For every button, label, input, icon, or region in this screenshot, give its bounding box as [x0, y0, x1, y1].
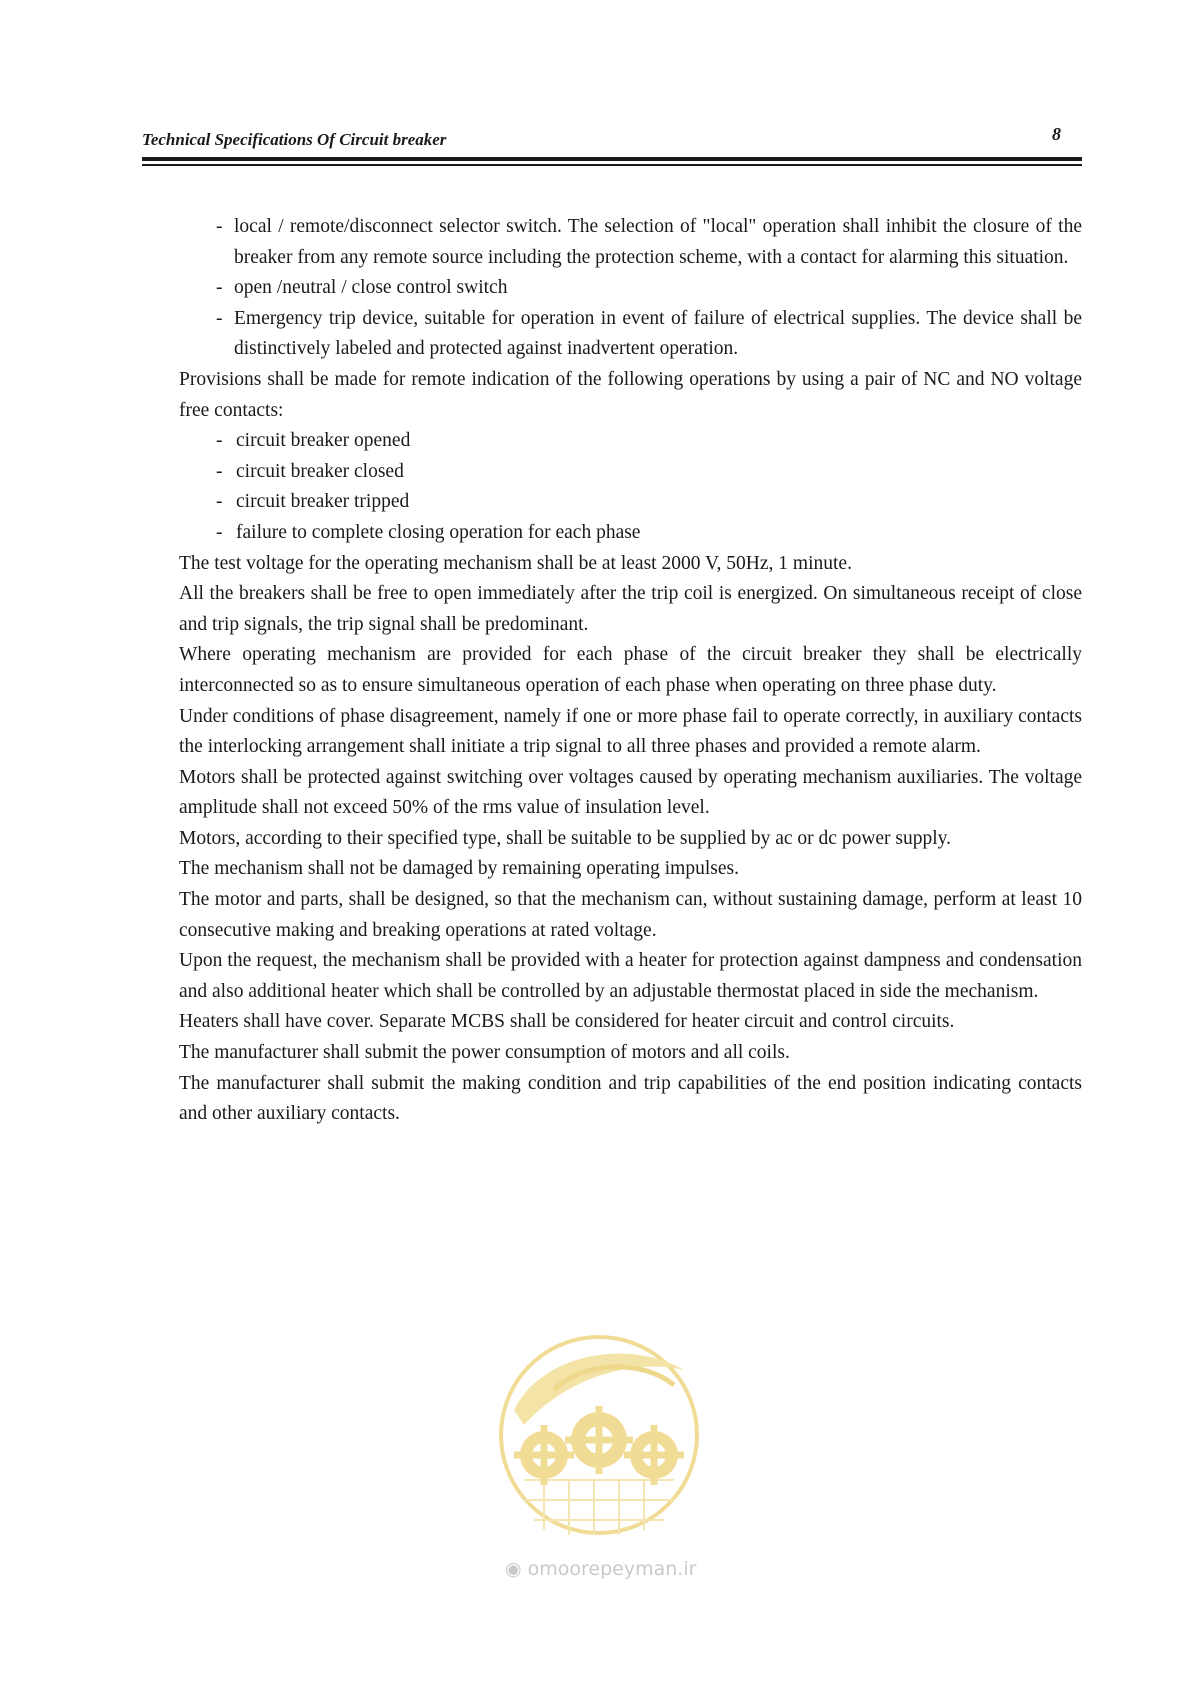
list-item: - local / remote/disconnect selector switch. The selection of "local" operation shall inhibit the closure of the breaker from any remote source including the protection scheme, with a contact for alarming this situation. — [216, 216, 1082, 268]
gear-logo-icon — [484, 1330, 714, 1570]
control-devices-list — [179, 212, 1082, 365]
paragraph: Upon the request, the mechanism shall be provided with a heater for protection against dampness and condensation and also additional heater which shall be controlled by an adjustable thermostat placed in side the mechanism. — [179, 950, 1082, 1002]
page-number: 8 — [1052, 124, 1061, 144]
list-item: - Emergency trip device, suitable for operation in event of failure of electrical supplies. The device shall be distinctively labeled and protected against inadvertent operation. — [216, 307, 1082, 360]
paragraph: The manufacturer shall submit the making condition and trip capabilities of the end position indicating contacts and other auxiliary contacts. — [179, 1072, 1082, 1125]
paragraph: The manufacturer shall submit the power consumption of motors and all coils. — [179, 1042, 790, 1064]
list-item: - circuit breaker opened — [216, 430, 411, 452]
watermark-url: ◉ omoorepeyman.ir — [505, 1558, 697, 1580]
list-item: - circuit breaker closed — [216, 460, 404, 482]
paragraph: Provisions shall be made for remote indication of the following operations by using a pair of NC and NO voltage free contacts: — [179, 368, 1082, 421]
list-item: - circuit breaker tripped — [216, 491, 410, 513]
document-body — [179, 212, 1082, 1130]
watermark-logo — [484, 1330, 714, 1570]
globe-icon: ◉ — [505, 1558, 522, 1580]
paragraph: Under conditions of phase disagreement, namely if one or more phase fail to operate correctly, in auxiliary contacts the interlocking arrangement shall initiate a trip signal to all three phases and provided a remote alarm. — [179, 705, 1082, 758]
page-header-title: Technical Specifications Of Circuit breaker — [142, 130, 447, 149]
paragraph: The mechanism shall not be damaged by remaining operating impulses. — [179, 858, 739, 880]
header-rule-thick — [142, 157, 1082, 161]
paragraph: All the breakers shall be free to open immediately after the trip coil is energized. On simultaneous receipt of close and trip signals, the trip signal shall be predominant. — [179, 583, 1082, 635]
paragraph: Motors shall be protected against switching over voltages caused by operating mechanism auxiliaries. The voltage amplitude shall not exceed 50% of the rms value of insulation level. — [179, 766, 1082, 819]
paragraph: Where operating mechanism are provided for each phase of the circuit breaker they shall be electrically interconnected so as to ensure simultaneous operation of each phase when operating on three phase duty. — [179, 644, 1082, 696]
paragraph: Motors, according to their specified type, shall be suitable to be supplied by ac or dc power supply. — [179, 827, 952, 849]
paragraph: The motor and parts, shall be designed, so that the mechanism can, without sustaining damage, perform at least 10 consecutive making and breaking operations at rated voltage. — [179, 889, 1082, 941]
list-item: - open /neutral / close control switch — [216, 277, 508, 299]
paragraph: Heaters shall have cover. Separate MCBS shall be considered for heater circuit and control circuits. — [179, 1011, 955, 1033]
indication-list — [179, 426, 1082, 548]
list-item: - failure to complete closing operation for each phase — [216, 521, 641, 543]
paragraph: The test voltage for the operating mechanism shall be at least 2000 V, 50Hz, 1 minute. — [179, 552, 852, 574]
header-rule-thin — [142, 164, 1082, 166]
